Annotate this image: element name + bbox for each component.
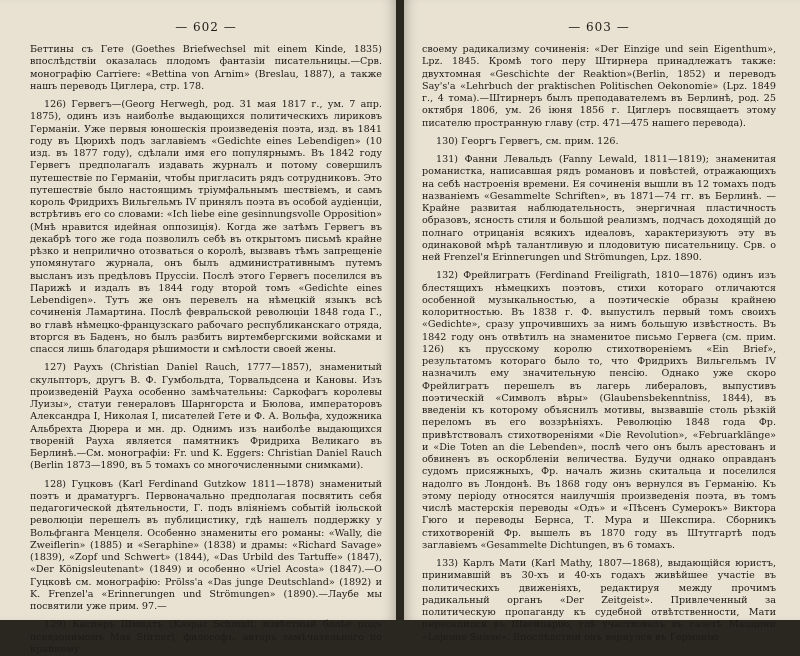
footnote-126: 126) Гервегъ—(Georg Herwegh, род. 31 мая 1817 г., ум. 7 апр. 1875), одинъ изъ наиболѣе выдающихся политическихъ лириковъ Германіи. Уже первыя юношескія произведенія поэта, изд. въ 1841 году въ Цюрихѣ подъ заглавіемъ «Gedichte eines Lebendigen» (10 изд. въ 1877 году), сдѣлали имя его популярнымъ. Въ 1842 году Гервегъ предполагалъ издавать журналъ и потому совершилъ путешествіе по Германіи, чтобы пригласить рядъ сотрудниковъ. Это путешествіе было настоящимъ тріумфальнымъ шествіемъ, и самъ король Фридрихъ Вильгельмъ IV принялъ поэта въ особой аудіенціи, встрѣтивъ его со словами: «Ich liebe eine gesinnungsvolle Opposition» (Мнѣ нравится идейная оппозиція). Когда же затѣмъ Гервегъ въ декабрѣ того же года позволилъ себѣ въ открытомъ письмѣ крайне рѣзко и неприлично отозваться о королѣ, вызвавъ тѣмъ запрещеніе упомянутаго журнала, онъ былъ административнымъ путемъ высланъ изъ предѣловъ Пруссіи. Послѣ этого Гервегъ поселился въ Парижѣ и издалъ въ 1844 году второй томъ «Gedichte eines Lebendigen». Тутъ же онъ перевелъ на нѣмецкій языкъ всѣ сочиненія Ламартина. Послѣ февральской революціи 1848 года Г., во главѣ нѣмецко-французскаго рабочаго республиканскаго отряда, вторгся въ Баденъ, но былъ разбитъ виртембергскими войсками и спасся лишь благодаря рѣшимости и смѣлости своей жены. — [30, 99, 382, 355]
footnote-128: 128) Гуцковъ (Karl Ferdinand Gutzkow 1811—1878) знаменитый поэтъ и драматургъ. Первоначально предполагая посвятить себя педагогической дѣятельности, Г. подъ вліяніемъ событій іюльской революціи перешелъ въ публицистику, гдѣ нашелъ поддержку у Вольфганга Менцеля. Особенно знамениты его романы: «Wally, die Zweiflerin» (1885) и «Seraphine» (1838) и драмы: «Richard Savage» (1839), «Zopf und Schwert» (1844), «Das Urbild des Tartuffe» (1847), «Der Königsleutenant» (1849) и особенно «Uriel Acosta» (1847).—О Гуцковѣ см. монографію: Prölss'a «Das junge Deutschland» (1892) и K. Frenzel'a «Erinnerungen und Strömungen» (1890).—Лаубе мы посвятили уже прим. 97.— — [30, 478, 382, 612]
right-page — [404, 0, 800, 643]
paragraph: своему радикализму сочиненія: «Der Einzige und sein Eigenthum», Lpz. 1845. Кромѣ того перу Штирнера принадлежатъ также: двухтомная «Geschichte der Reaktion»(Berlin, 1852) и переводъ Say's'a «Lehrbuch der praktischen Politischen Oekonomie» (Lpz. 1849 г., 4 тома).—Штирнеръ былъ преподавателемъ въ Берлинѣ, род. 25 октября 1806, ум. 26 іюня 1856 г. Циглеръ посвящаетъ этому писателю пространную главу (стр. 471—475 нашего перевода). — [422, 44, 776, 129]
page-text — [422, 44, 776, 644]
page-number: — 603 — — [568, 20, 630, 34]
footnote-132: 132) Фрейлигратъ (Ferdinand Freiligrath, 1810—1876) одинъ изъ блестящихъ нѣмецкихъ поэтовъ, стихи котораго отличаются особенной музыкальностью, а поэтическіе образы крайнею колоритностью. Въ 1838 г. Ф. выпустилъ первый томъ своихъ «Gedichte», сразу упрочившихъ за нимъ большую извѣстность. Въ 1842 году онъ отвѣтилъ на знаменитое письмо Гервега (см. прим. 126) къ прусскому королю стихотвореніемъ «Ein Brief», результатомъ котораго было то, что Фридрихъ Вильгельмъ IV назначилъ ему значительную пенсію. Однако уже скоро Фрейлигратъ перешелъ въ лагерь либераловъ, выпустивъ поэтическій «Символъ вѣры» (Glaubensbekenntniss, 1844), въ введеніи къ которому объяснилъ мотивы, вызвавшіе столь рѣзкій переломъ въ его воззрѣніяхъ. Революцію 1848 года Фр. привѣтствовалъ стихотвореніями «Die Revolution», «Februarklänge» и «Die Toten an die Lebenden», послѣ чего онъ былъ арестованъ и обвиненъ въ оскорбленіи величества. Будучи однако оправданъ судомъ присяжныхъ, Фр. началъ жизнь скитальца и поселился надолго въ Лондонѣ. Въ 1868 году онъ вернулся въ Германію. Къ этому періоду относятся наилучшія произведенія поэта, въ томъ числѣ мастерскія переводы «Одъ» и «Пѣсенъ Сумерокъ» Виктора Гюго и переводы Бернса, Т. Мура и Шекспира. Сборникъ стихотвореній Фр. вышелъ въ 1870 году въ Штутгартѣ подъ заглавіемъ «Gesammelte Dichtungen, въ 6 томахъ. — [422, 270, 776, 551]
left-page — [0, 0, 396, 655]
footnote-131: 131) Фанни Левальдъ (Fanny Lewald, 1811—1819); знаменитая романистка, написавшая рядъ романовъ и повѣстей, отражающихъ на себѣ настроенія времени. Ея сочиненія вышли въ 12 томахъ подъ названіемъ «Gesammelte Schriften», въ 1871—74 гг. въ Берлинѣ. — Крайне развитая наблюдательность, энергичная пластичность образовъ, ясность стиля и большой реализмъ, подчасъ доходящій до полнаго отрицанія всякихъ идеаловъ, характеризуютъ эту въ одинаковой мѣрѣ талантливую и плодовитую писательницу. Срв. о ней Frenzel'я Erinnerungen und Strömungen, Lpz. 1890. — [422, 154, 776, 263]
page-number: — 602 — — [175, 20, 237, 34]
page-text — [30, 44, 382, 656]
footnote-130: 130) Георгъ Гервегъ, см. прим. 126. — [436, 135, 619, 147]
footnote-129: 129) Каспаръ Шмидтъ (Kaspar Schmidt, извѣстный болѣе подъ псевдонимомъ Max Stirner), философъ, авторъ замѣчательнаго по крайнему — [30, 619, 382, 655]
paragraph: Беттины съ Гете (Goethes Briefwechsel mit einem Kinde, 1835) впослѣдствіи оказалась плодомъ фантазіи писательницы.—Срв. монографію Carriere: «Bettina von Arnim» (Breslau, 1887), а также нашъ переводъ Циглера, стр. 178. — [30, 44, 382, 92]
footnote-133: 133) Карлъ Мати (Karl Mathy, 1807—1868), выдающійся юристъ, принимавшій въ 30-хъ и 40-хъ годахъ живѣйшее участіе въ политическихъ движеніяхъ, редактируя между прочимъ радикальный органъ «Der Zeitgeist». Привлеченный за политическую пропаганду къ судебной отвѣтственности, Мати переселился въ Швейцарію, гдѣ участвовалъ въ газетѣ Маццини «Lajeune Suisse». Впослѣдствіи онъ вернулся въ Германію — [422, 558, 776, 643]
footnote-127: 127) Раухъ (Christian Daniel Rauch, 1777—1857), знаменитый скульпторъ, другъ В. Ф. Гумбольдта, Торвальдсена и Кановы. Изъ произведеній Рауха особенно замѣчательны: Саркофагъ королевы Луизы», статуи генераловъ Шарнгорста и Бюлова, императоровъ Александра I, Николая I, писателей Гете и Ф. А. Вольфа, художника Альбрехта Дюрера и мн. др. Однимъ изъ наиболѣе выдающихся твореній Рауха является памятникъ Фридриха Великаго въ Берлинѣ.—См. монографіи: Fr. und K. Eggers: Christian Daniel Rauch (Berlin 1873—1890, въ 5 томахъ со многочисленными снимками). — [30, 362, 382, 472]
